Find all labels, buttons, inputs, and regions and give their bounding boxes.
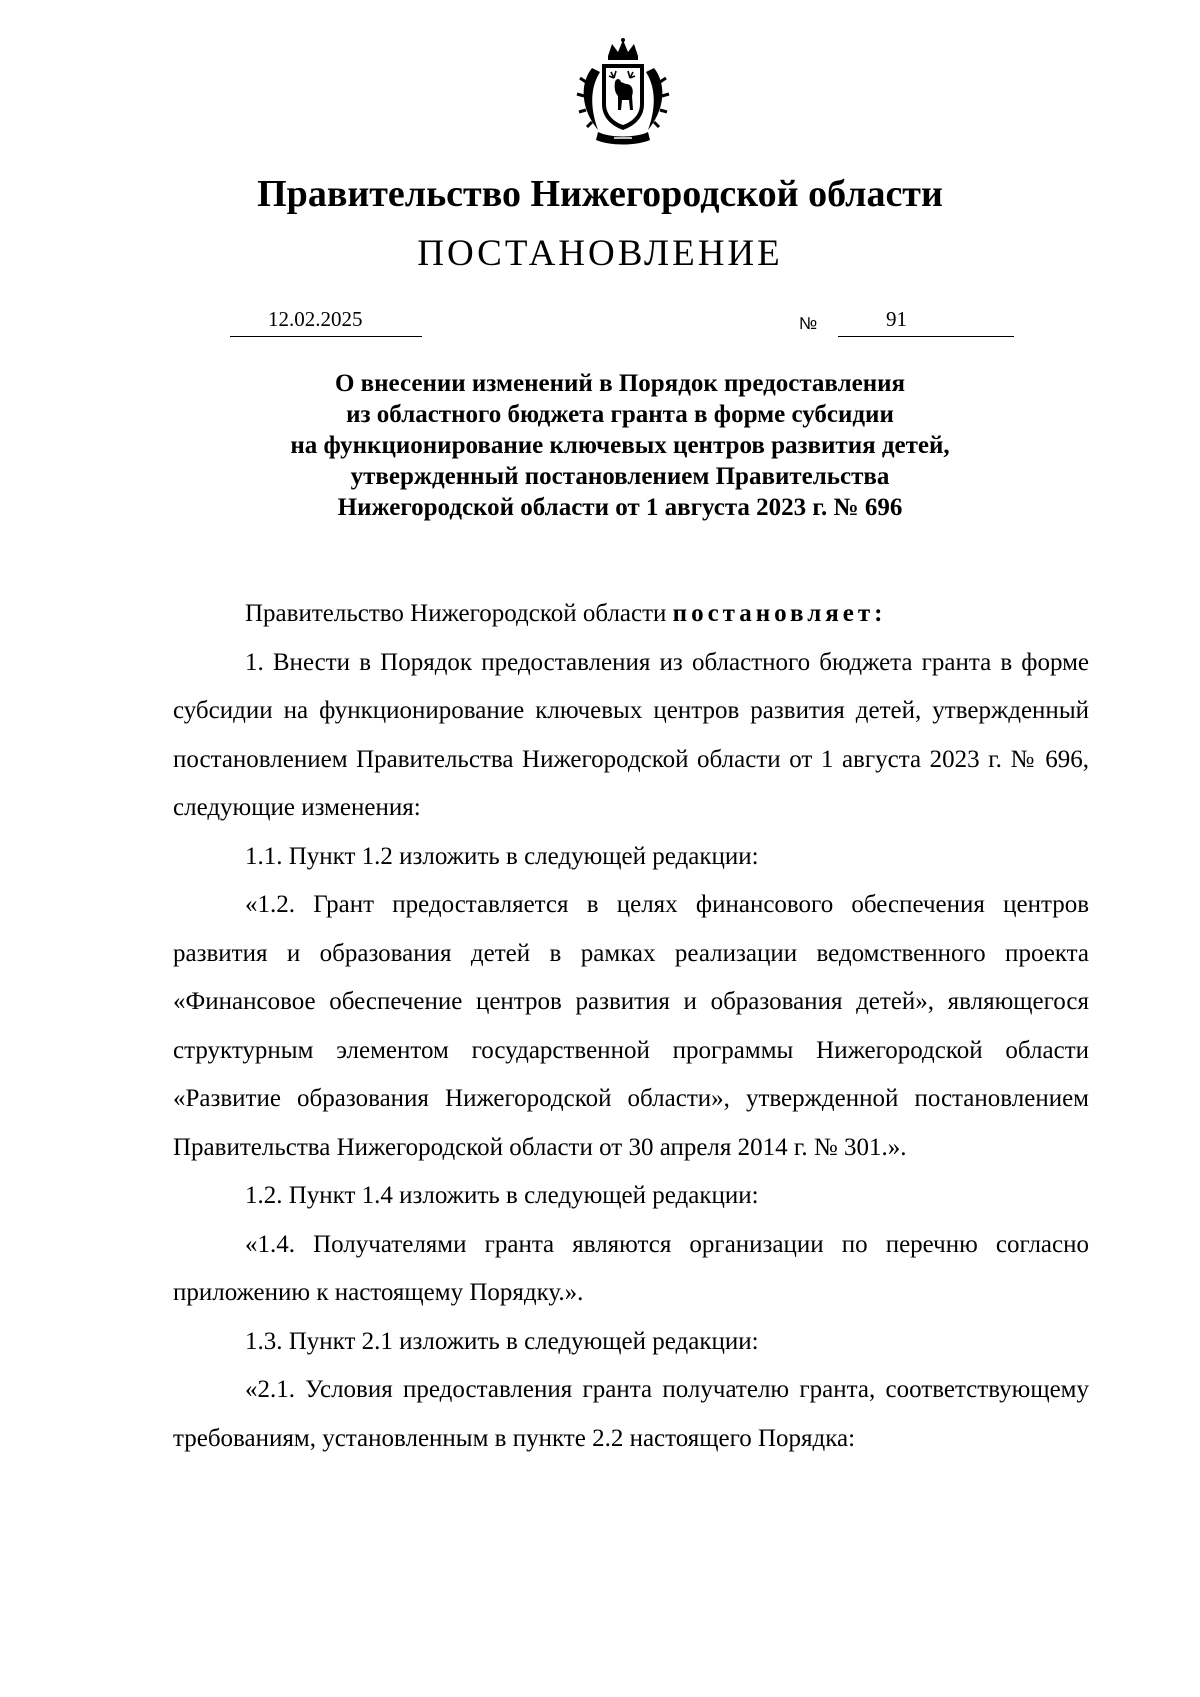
document-number: 91 (886, 307, 907, 331)
paragraph-quote-1-2: «1.2. Грант предоставляется в целях финансового обеспечения центров развития и образования детей в рамках реализации ведомственного проекта «Финансовое обеспечение центров развития и образования детей», являющегося структурным элементом государственной программы Нижегородской области «Развитие образования Нижегородской области», утвержденной постановлением Правительства Нижегородской области от 30 апреля 2014 г. № 301.». (173, 891, 1089, 1161)
paragraph-1-3: 1.3. Пункт 2.1 изложить в следующей редакции: (245, 1327, 759, 1355)
subject-line: утвержденный постановлением Правительства (350, 463, 890, 490)
paragraph-quote-2-1: «2.1. Условия предоставления гранта получателю гранта, соответствующему требованиям, установленным в пункте 2.2 настоящего Порядка: (173, 1376, 1089, 1452)
paragraph-1-2: 1.2. Пункт 1.4 изложить в следующей редакции: (245, 1182, 759, 1209)
coat-of-arms-icon (570, 38, 676, 148)
preamble-text: Правительство Нижегородской области (245, 600, 673, 627)
document-type: ПОСТАНОВЛЕНИЕ (417, 233, 783, 274)
document-subject (200, 368, 1040, 523)
subject-line: на функционирование ключевых центров развития детей, (290, 432, 950, 459)
government-title: Правительство Нижегородской области (257, 173, 943, 215)
paragraph-quote-1-4: «1.4. Получателями гранта являются организации по перечню согласно приложению к настоящему Порядку.». (173, 1230, 1089, 1306)
date-field (230, 306, 422, 337)
document-date: 12.02.2025 (268, 307, 363, 331)
document-body (173, 590, 1089, 1463)
number-field (838, 306, 1014, 337)
subject-line: Нижегородской области от 1 августа 2023 г. № 696 (337, 494, 903, 521)
preamble-paragraph (173, 590, 1089, 639)
subject-line: О внесении изменений в Порядок предоставления (334, 370, 906, 397)
paragraph-1-1: 1.1. Пункт 1.2 изложить в следующей редакции: (245, 842, 759, 870)
preamble-verb: постановляет: (672, 600, 887, 627)
subject-line: из областного бюджета гранта в форме субсидии (346, 401, 894, 428)
paragraph-1: 1. Внести в Порядок предоставления из областного бюджета гранта в форме субсидии на функционирование ключевых центров развития детей, утвержденный постановлением Правительства Нижегородской области от 1 августа 2023 г. № 696, следующие изменения: (173, 648, 1089, 821)
number-label: № (799, 314, 818, 333)
